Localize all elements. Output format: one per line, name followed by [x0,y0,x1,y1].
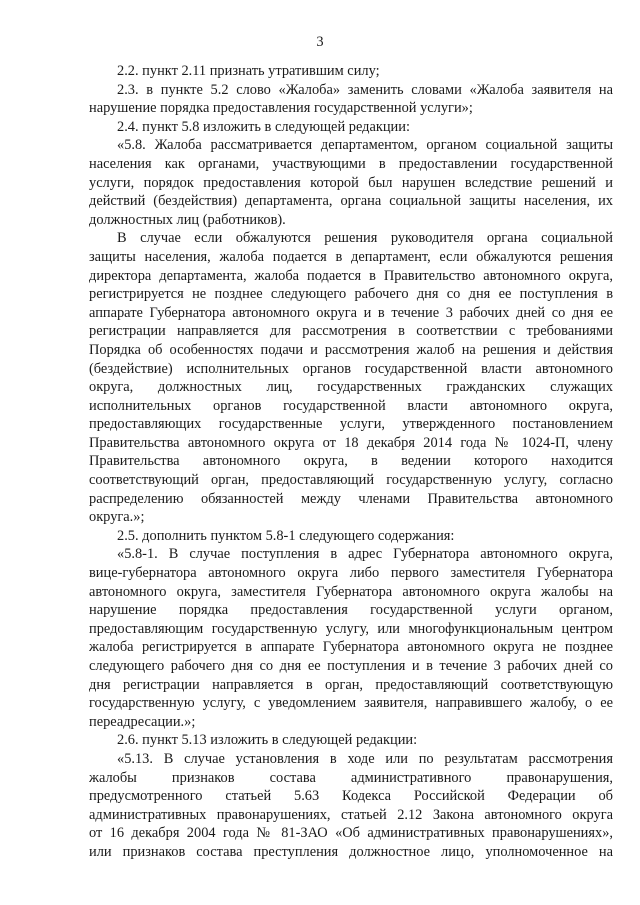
text-line: «5.13. В случае установления в ходе или по результатам рассмотрения [117,750,613,767]
text-line: регистрации направляется для рассмотрения в соответствии с требованиями [89,323,613,340]
text-line: Порядка об особенностях подачи и рассмотрения жалоб на решения и действия [89,341,613,358]
text-line: государственную услугу, с уведомлением заявителя, направившего жалобу, о ее [89,695,613,712]
text-line: регистрируется не позднее следующего рабочего дня со дня ее поступления в [89,286,613,303]
text-line: Правительства автономного округа, в ведении которого находится [89,453,613,470]
text-line: действий (бездействия) департамента, органа социальной защиты населения, их [89,193,613,210]
text-line: услуги, порядок предоставления которой был нарушен вследствие решений и [89,174,613,191]
text-line: округа.»; [89,509,145,526]
text-line: В случае если обжалуются решения руководителя органа социальной [117,230,613,247]
text-line: должностных лиц (работников). [89,211,286,228]
text-line: «5.8. Жалоба рассматривается департаментом, органом социальной защиты [117,137,613,154]
text-line: 2.5. дополнить пунктом 5.8-1 следующего содержания: [117,527,455,544]
text-line: 2.3. в пункте 5.2 слово «Жалоба» заменить словами «Жалоба заявителя на [117,81,613,98]
text-line: Правительства автономного округа от 18 декабря 2014 года № 1024-П, члену [89,434,613,451]
text-line: распределению обязанностей между членами Правительства автономного [89,490,613,507]
text-line: вице-губернатора автономного округа либо первого заместителя Губернатора [89,565,613,582]
text-line: от 16 декабря 2004 года № 81-ЗАО «Об административных правонарушениях», [89,825,613,842]
text-line: директора департамента, жалоба подается в Правительство автономного округа, [89,267,613,284]
text-line: следующего рабочего дня со дня ее поступления и в течение 3 рабочих дней со [89,658,613,674]
text-line: предусмотренного статьей 5.63 Кодекса Российской Федерации об [89,788,613,805]
text-line: дня регистрации направляется в орган, предоставляющий соответствующую [89,676,613,693]
text-line: нарушение порядка предоставления государственной услуги»; [89,100,473,117]
text-line: аппарате Губернатора автономного округа и в течение 3 рабочих дней со дня ее [89,304,613,321]
text-line: предоставляющим государственную услугу, или многофункциональным центром [89,620,613,637]
text-line: или признаков состава преступления должностное лицо, уполномоченное на [89,843,613,860]
text-line: исполнительных органов государственной власти автономного округа, [89,397,613,414]
text-line: жалоба регистрируется в аппарате Губернатора автономного округа не позднее [89,639,613,656]
text-line: 2.4. пункт 5.8 изложить в следующей редакции: [117,118,410,135]
text-line: нарушение порядка предоставления государственной услуги органом, [89,602,613,619]
text-line: 2.6. пункт 5.13 изложить в следующей редакции: [117,732,418,749]
text-line: предоставляющих государственные услуги, утвержденного постановлением [89,416,613,433]
text-line: 2.2. пункт 2.11 признать утратившим силу; [117,63,380,79]
text-line: автономного округа, заместителя Губернатора автономного округа жалобы на [89,583,613,600]
text-line: переадресации.»; [89,713,196,730]
text-line: административных правонарушениях, статьей 2.12 Закона автономного округа [89,806,613,823]
page-number: 3 [316,34,324,50]
text-line: «5.8-1. В случае поступления в адрес Губернатора автономного округа, [117,546,613,563]
text-line: округа, должностных лиц, государственных гражданских служащих [89,379,613,396]
text-line: (бездействие) исполнительных органов государственной власти автономного [89,360,613,377]
text-line: населения как органами, участвующими в предоставлении государственной [89,155,613,172]
text-line: соответствующий орган, предоставляющий государственную услугу, согласно [89,472,613,489]
document-body [89,62,613,862]
text-line: защиты населения, жалоба подается в департамент, если обжалуются решения [89,248,613,265]
text-line: жалобы признаков состава административного правонарушения, [89,769,613,786]
